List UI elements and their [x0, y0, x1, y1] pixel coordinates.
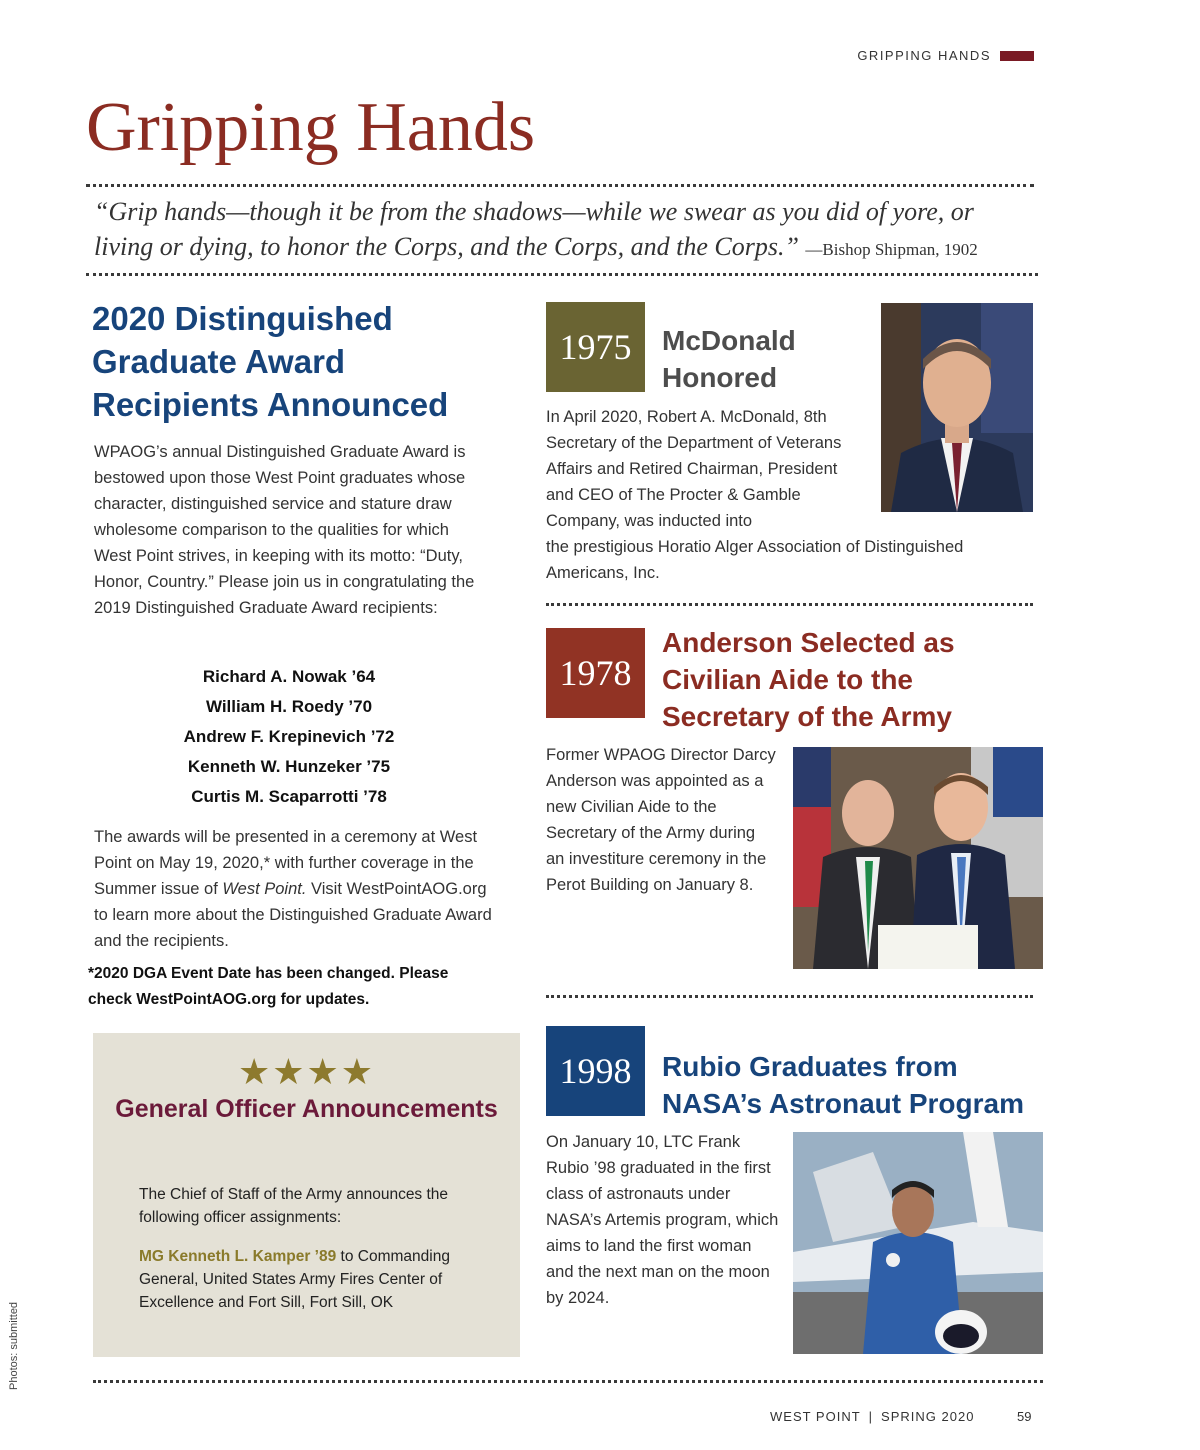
- issue-name: SPRING 2020: [881, 1409, 975, 1424]
- divider-quote: [86, 273, 1038, 276]
- footer-publication: [770, 1409, 974, 1424]
- officer-assignment: [139, 1245, 489, 1314]
- story-text-anderson: Former WPAOG Director Darcy Anderson was appointed as a new Civilian Aide to the Secretary of the Army during an investiture ceremony in the Perot Building on January 8.: [546, 746, 776, 894]
- story-title-rubio: Rubio Graduates from NASA’s Astronaut Program: [662, 1051, 1024, 1119]
- anderson-photo: [793, 747, 1043, 969]
- year-badge-1998: 1998: [546, 1026, 645, 1116]
- officer-assignment-text: to Commanding General, United States Army Fires Center of Excellence and Fort Sill, Fort Sill, OK: [139, 1248, 450, 1311]
- year-badge-1978: 1978: [546, 628, 645, 718]
- dga-headline: 2020 Distinguished Graduate Award Recipients Announced: [92, 300, 449, 423]
- dga-intro: WPAOG’s annual Distinguished Graduate Award is bestowed upon those West Point graduates whose character, distinguished service and stature draw wholesome comparison to the qualities for which West Point strives, in keeping with its motto: “Duty, Honor, Country.” Please join us in congratulating the 2019 Distinguished Graduate Award recipients:: [94, 443, 475, 617]
- story-text-wrap: In April 2020, Robert A. McDonald, 8th Secretary of the Department of Veterans Affairs and Retired Chairman, President and CEO of The Procter & Gamble Company, was inducted into: [546, 408, 842, 530]
- divider-bottom: [93, 1380, 1043, 1383]
- recipient: Kenneth W. Hunzeker ’75: [187, 757, 391, 776]
- divider-top: [86, 184, 1034, 187]
- story-title-mcdonald: McDonald Honored: [662, 325, 796, 393]
- page-title: Gripping Hands: [86, 89, 536, 166]
- story-text-continued: the prestigious Horatio Alger Association of Distinguished Americans, Inc.: [546, 538, 964, 582]
- section-tag: GRIPPING HANDS: [857, 48, 991, 63]
- general-officer-box: [93, 1033, 520, 1357]
- recipient: Andrew F. Krepinevich ’72: [183, 727, 395, 746]
- magazine-name: West Point.: [222, 880, 307, 898]
- officer-name: MG Kenneth L. Kamper ’89: [139, 1248, 337, 1265]
- dga-closing-text-end: Visit WestPointAOG.org to learn more about the Distinguished Graduate Award and the recipients.: [94, 880, 492, 950]
- section-tag-bar: [1000, 51, 1034, 61]
- pull-quote: [94, 194, 999, 267]
- recipient: Richard A. Nowak ’64: [202, 667, 376, 686]
- story-text-rubio: On January 10, LTC Frank Rubio ’98 graduated in the first class of astronauts under NASA’s Artemis program, which aims to land the first woman and the next man on the moon by 2024.: [546, 1133, 779, 1307]
- rubio-photo: [793, 1132, 1043, 1354]
- quote-text: “Grip hands—though it be from the shadows—while we swear as you did of yore, or living or dying, to honor the Corps, and the Corps, and the Corps.”: [94, 197, 974, 261]
- dga-closing: [94, 824, 492, 954]
- story-title-anderson: Anderson Selected as Civilian Aide to the Secretary of the Army: [662, 627, 955, 732]
- year-badge-1975: 1975: [546, 302, 645, 392]
- recipient: William H. Roedy ’70: [205, 697, 373, 716]
- mcdonald-photo: [881, 303, 1033, 512]
- publication-name: WEST POINT: [770, 1409, 861, 1424]
- stars-icon: ★★★★: [237, 1051, 376, 1092]
- recipient-list: [92, 662, 486, 812]
- dga-date-note: *2020 DGA Event Date has been changed. Please check WestPointAOG.org for updates.: [88, 965, 449, 1008]
- divider-story-1: [546, 603, 1033, 606]
- page-number: 59: [1017, 1409, 1032, 1424]
- general-officer-title: General Officer Announcements: [115, 1095, 498, 1123]
- quote-attribution: —Bishop Shipman, 1902: [805, 240, 978, 259]
- footer-separator: |: [868, 1409, 874, 1424]
- divider-story-2: [546, 995, 1033, 998]
- dga-closing-text: The awards will be presented in a ceremony at West Point on May 19, 2020,* with further coverage in the Summer issue of: [94, 828, 478, 898]
- general-officer-intro: The Chief of Staff of the Army announces the following officer assignments:: [139, 1186, 449, 1226]
- recipient: Curtis M. Scaparrotti ’78: [191, 787, 387, 806]
- photo-credit: Photos: submitted: [8, 1301, 20, 1390]
